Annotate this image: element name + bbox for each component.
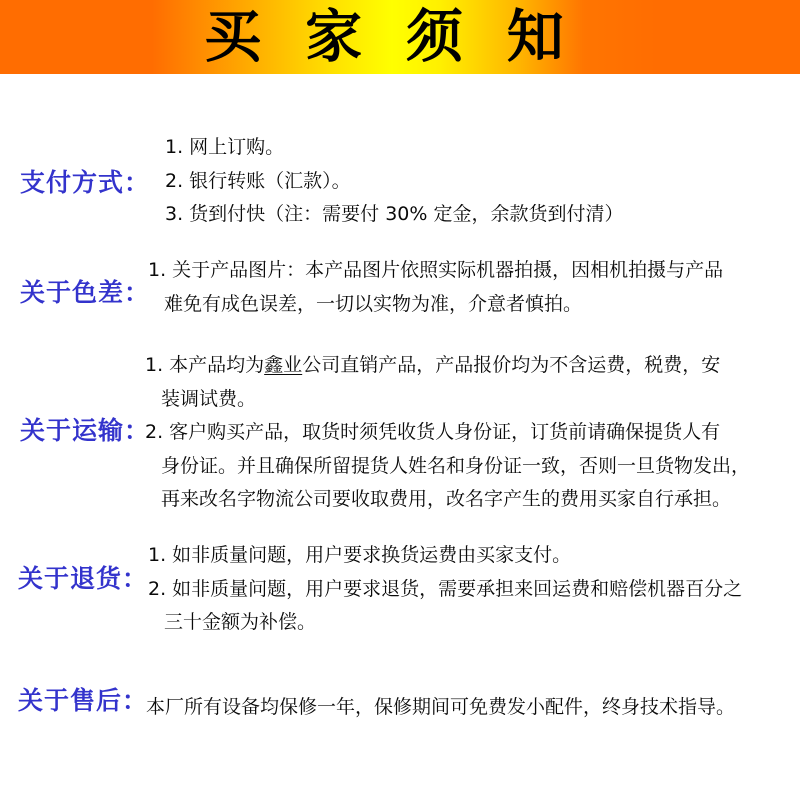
section-content-after-sales <box>146 691 735 725</box>
returns-line-2: 2. 如非质量问题，用户要求退货，需要承担来回运费和赔偿机器百分之 <box>148 577 743 600</box>
color-difference-line-2: 难免有成色误差，一切以实物为准，介意者慎拍。 <box>164 292 583 315</box>
section-label-color-difference: 关于色差： <box>20 278 151 307</box>
header-banner <box>0 0 800 74</box>
section-label-returns: 关于退货： <box>18 564 149 593</box>
shipping-line-1-suffix: 公司直销产品，产品报价均为不含运费，税费，安 <box>302 354 721 376</box>
page-title: 买 家 须 知 <box>204 3 576 70</box>
shipping-line-1-prefix: 1. 本产品均为 <box>145 354 265 376</box>
shipping-line-1 <box>145 349 750 383</box>
section-content-shipping <box>145 349 750 517</box>
shipping-line-5: 再来改名字物流公司要收取费用，改名字产生的费用买家自行承担。 <box>161 488 732 510</box>
section-label-payment: 支付方式： <box>20 168 151 197</box>
returns-line-3: 三十金额为补偿。 <box>164 611 317 633</box>
shipping-line-3: 2. 客户购买产品，取货时须凭收货人身份证，订货前请确保提货人有 <box>145 421 721 443</box>
color-difference-line-1: 1. 关于产品图片：本产品图片依照实际机器拍摄，因相机拍摄与产品 <box>148 259 724 281</box>
payment-line-3: 3. 货到付快（注：需要付 30% 定金，余款货到付清） <box>165 203 624 225</box>
section-content-payment <box>165 131 623 232</box>
returns-line-1: 1. 如非质量问题，用户要求换货运费由买家支付。 <box>148 544 572 566</box>
shipping-line-2: 装调试费。 <box>161 387 257 410</box>
section-content-color-difference <box>148 254 723 321</box>
section-label-shipping: 关于运输： <box>20 416 151 445</box>
payment-line-1: 1. 网上订购。 <box>165 136 285 158</box>
after-sales-line-1: 本厂所有设备均保修一年，保修期间可免费发小配件，终身技术指导。 <box>146 696 736 718</box>
shipping-company-name: 鑫业 <box>264 354 303 376</box>
section-label-after-sales: 关于售后： <box>18 686 149 715</box>
section-content-returns <box>148 539 742 640</box>
shipping-line-4: 身份证。并且确保所留提货人姓名和身份证一致，否则一旦货物发出， <box>161 454 751 477</box>
payment-line-2: 2. 银行转账（汇款）。 <box>165 169 351 192</box>
